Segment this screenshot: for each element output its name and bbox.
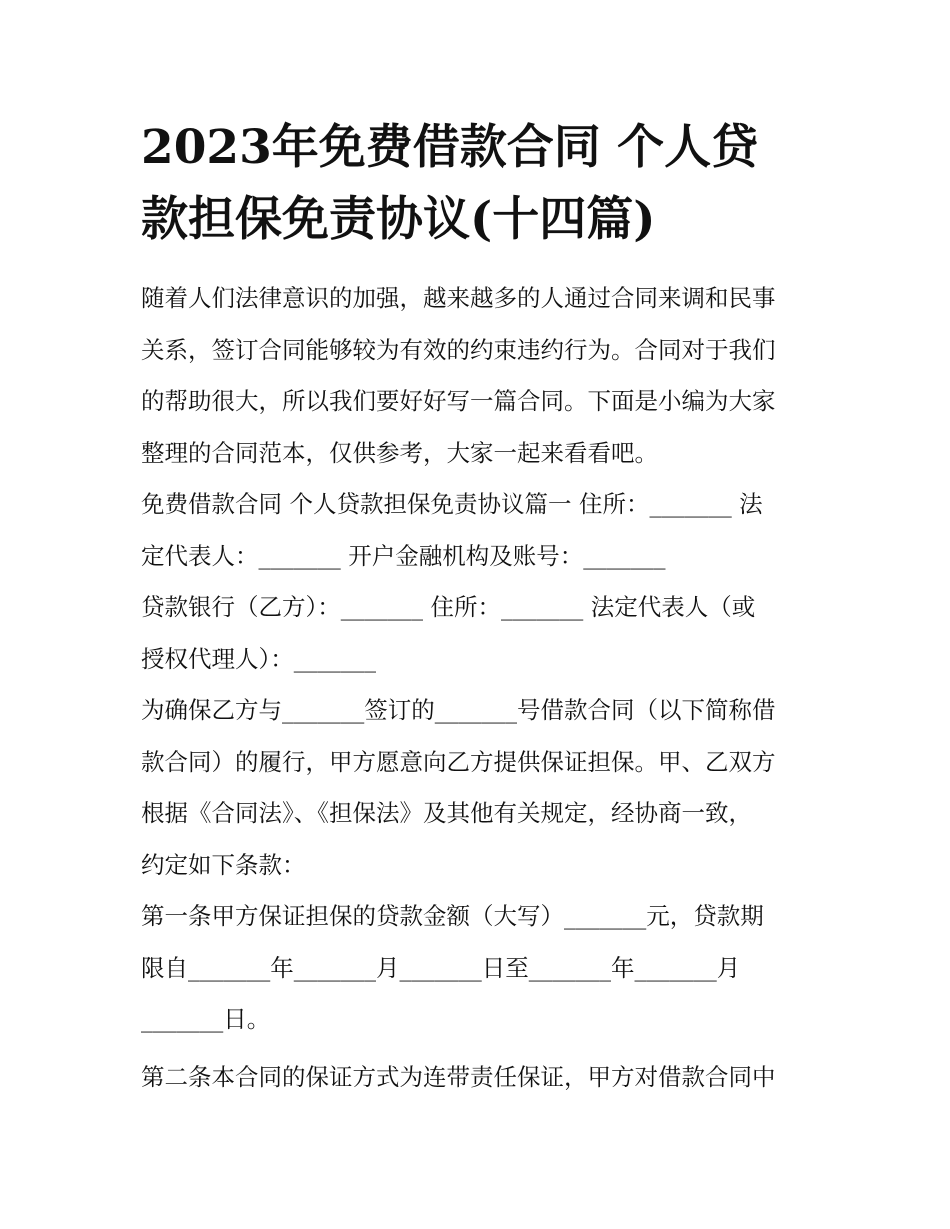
text-line: 第一条甲方保证担保的贷款金额（大写）_______元，贷款期 bbox=[141, 902, 764, 930]
text-line: 限自_______年_______月_______日至_______年_______月 bbox=[141, 953, 741, 982]
text-line: 整理的合同范本，仅供参考，大家一起来看看吧。 bbox=[141, 438, 658, 467]
document-page bbox=[141, 112, 813, 1103]
text-line: 为确保乙方与_______签订的_______号借款合同（以下简称借 bbox=[141, 696, 776, 724]
title-line-1: 2023年免费借款合同 个人贷 bbox=[141, 120, 759, 175]
text-line: 关系，签订合同能够较为有效的约束违约行为。合同对于我们 bbox=[141, 335, 776, 364]
text-line: 约定如下条款： bbox=[141, 850, 306, 879]
text-line: 款合同）的履行，甲方愿意向乙方提供保证担保。甲、乙双方 bbox=[141, 747, 776, 776]
article-1-paragraph bbox=[141, 891, 813, 1046]
text-line: 第二条本合同的保证方式为连带责任保证，甲方对借款合同中 bbox=[141, 1062, 776, 1091]
text-line: 的帮助很大，所以我们要好好写一篇合同。下面是小编为大家 bbox=[141, 387, 776, 415]
title-line-2: 款担保免责协议(十四篇) bbox=[141, 192, 656, 247]
text-line: 定代表人：_______ 开户金融机构及账号：_______ bbox=[141, 541, 666, 570]
purpose-paragraph bbox=[141, 685, 813, 891]
text-line: 随着人们法律意识的加强，越来越多的人通过合同来调和民事 bbox=[141, 284, 776, 312]
document-title bbox=[141, 112, 813, 256]
text-line: 免费借款合同 个人贷款担保免责协议篇一 住所：_______ 法 bbox=[141, 490, 763, 518]
text-line: _______日。 bbox=[141, 1005, 271, 1033]
text-line: 授权代理人）：_______ bbox=[141, 644, 376, 673]
article-2-paragraph bbox=[141, 1052, 813, 1104]
intro-paragraph bbox=[141, 273, 813, 479]
text-line: 贷款银行（乙方）：_______ 住所：_______ 法定代表人（或 bbox=[141, 593, 756, 621]
text-line: 根据《合同法》、《担保法》及其他有关规定，经协商一致， bbox=[141, 799, 752, 827]
document-body bbox=[141, 273, 813, 1103]
parties-paragraph bbox=[141, 479, 813, 685]
